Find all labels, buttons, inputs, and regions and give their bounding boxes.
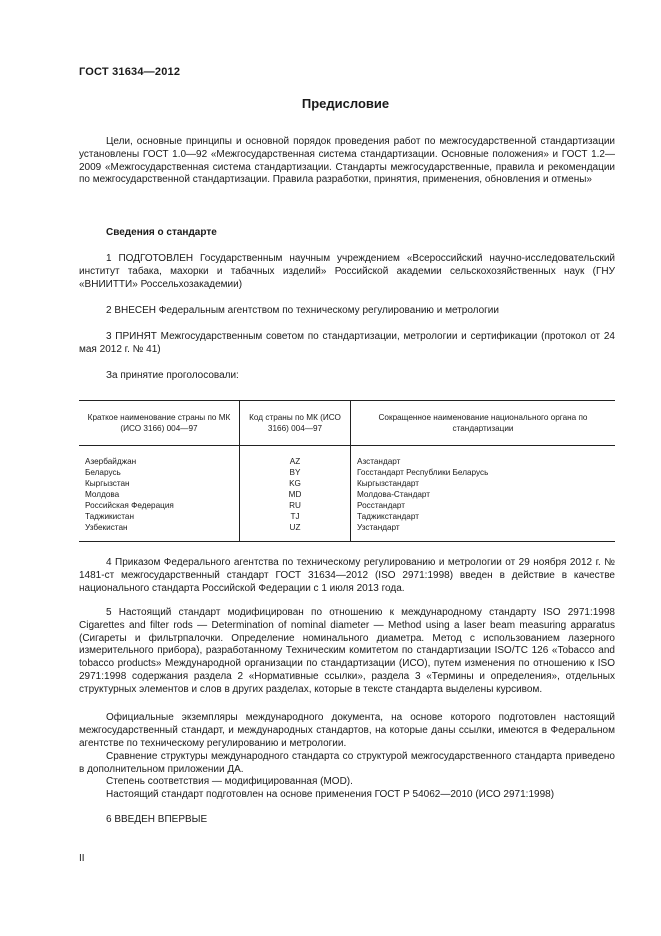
column-header-country: Краткое наименование страны по МК (ИСО 3166) 004—97 [79, 401, 240, 446]
country-names-cell: Азербайджан Беларусь Кыргызстан Молдова Российская Федерация Таджикистан Узбекистан [79, 446, 240, 542]
item-3-adopted: 3 ПРИНЯТ Межгосударственным советом по стандартизации, метрологии и сертификации (протокол от 24 мая 2012 г. № 41) [79, 331, 615, 355]
item-1-prepared: 1 ПОДГОТОВЛЕН Государственным научным учреждением «Всероссийский научно-исследовательский институт табака, махорки и табачных изделий» Российской академии сельскохозяйственных наук (ГНУ «ВНИИТТИ» Россельхозакадемии) [79, 253, 615, 290]
item-5-comparison: Сравнение структуры международного стандарта со структурой межгосударственного стандарта приведено в дополнительном приложении ДА. [79, 751, 615, 775]
voting-table [79, 400, 615, 542]
intro-paragraph: Цели, основные принципы и основной порядок проведения работ по межгосударственной стандартизации установлены ГОСТ 1.0—92 «Межгосударственная система стандартизации. Основные положения» и ГОСТ 1.2—2009 «Межгосударственная система стандартизации. Стандарты межгосударственные, правила и рекомендации по межгосударственной стандартизации. Правила разработки, принятия, применения, обновления и отмены» [79, 136, 615, 186]
voted-label: За принятие проголосовали: [106, 370, 239, 381]
section-heading: Сведения о стандарте [106, 227, 217, 238]
item-5-official-copies: Официальные экземпляры международного документа, на основе которого подготовлен настоящий межгосударственный стандарт, и международных стандартов, на которые даны ссылки, имеются в Федеральном агентстве по техническому регулированию и метрологии. [79, 712, 615, 749]
table-header-row [79, 401, 615, 446]
table-row [79, 446, 615, 542]
country-codes-cell: AZ BY KG MD RU TJ UZ [240, 446, 351, 542]
standards-bodies-cell: Азстандарт Госстандарт Республики Беларусь Кыргызстандарт Молдова-Стандарт Росстандарт Таджикстандарт Узстандарт [351, 446, 616, 542]
page-title: Предисловие [301, 96, 390, 111]
item-5-modified: 5 Настоящий стандарт модифицирован по отношению к международному стандарту ISO 2971:1998 Cigarettes and filter rods — Determination of nominal diameter — Method using a laser beam measuring apparatus (Сигареты и фильтрпалочки. Определение номинального диаметра. Метод с использованием лазерного измерительного прибора), разработанному Техническим комитетом по стандартизации ISO/TC 126 «Tobacco and tobacco products» Международной организации по стандартизации (ИСО), путем изменения по отношению к ISO 2971:1998 содержания раздела 2 «Нормативные ссылки», раздела 3 «Термины и определения», отдельных структурных элементов и слов в других разделах, которые в тексте стандарта выделены курсивом. [79, 607, 615, 695]
item-5-basis: Настоящий стандарт подготовлен на основе применения ГОСТ Р 54062—2010 (ИСО 2971:1998) [106, 789, 555, 800]
item-5-conformity: Степень соответствия — модифицированная (MOD). [106, 776, 353, 787]
document-header: ГОСТ 31634—2012 [79, 66, 181, 78]
page-number: II [79, 853, 85, 864]
column-header-body: Сокращенное наименование национального органа по стандартизации [351, 401, 616, 446]
item-6-introduced-first: 6 ВВЕДЕН ВПЕРВЫЕ [106, 814, 208, 825]
column-header-code: Код страны по МК (ИСО 3166) 004—97 [240, 401, 351, 446]
item-2-introduced: 2 ВНЕСЕН Федеральным агентством по техническому регулированию и метрологии [106, 305, 499, 316]
item-4-order: 4 Приказом Федерального агентства по техническому регулированию и метрологии от 29 ноября 2012 г. № 1481-ст межгосударственный стандарт ГОСТ 31634—2012 (ISO 2971:1998) введен в действие в качестве национального стандарта Российской Федерации с 1 июля 2013 года. [79, 557, 615, 594]
